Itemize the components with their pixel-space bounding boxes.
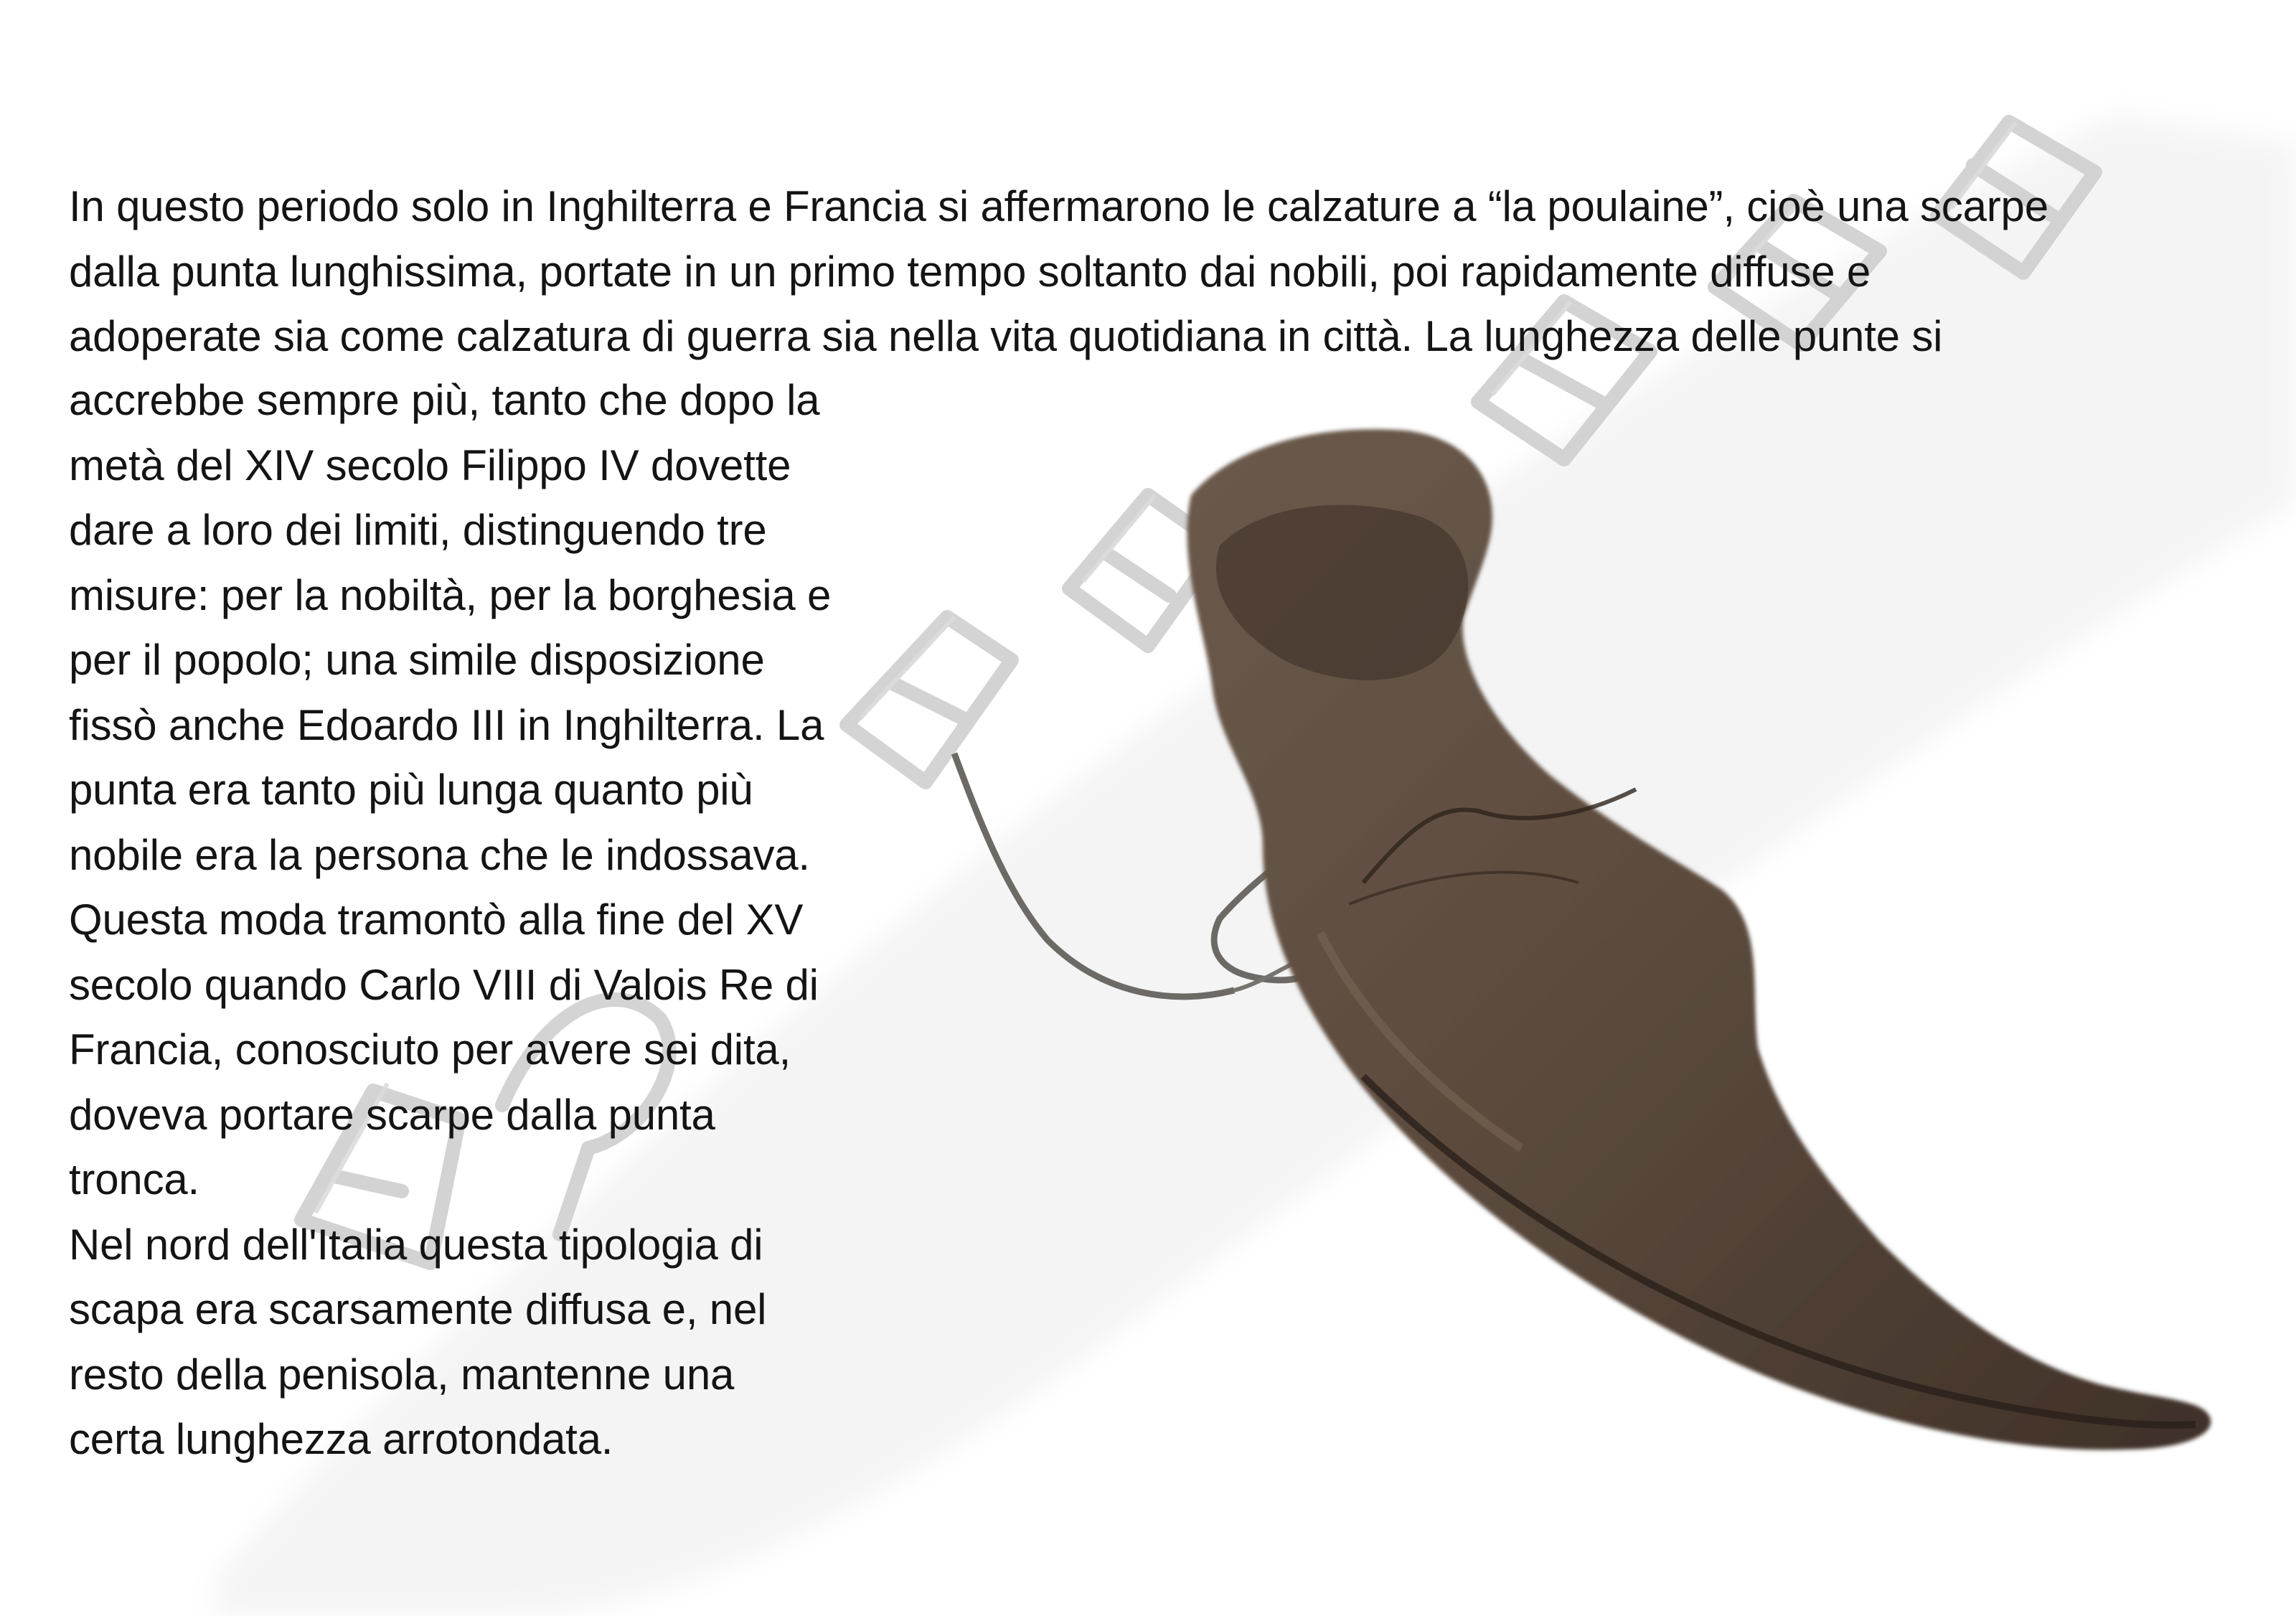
intro-paragraph	[69, 174, 2048, 370]
text-line: secolo quando Carlo VIII di Valois Re di	[69, 960, 819, 1009]
text-line: adoperate sia come calzatura di guerra sia nella vita quotidiana in città. La lunghezza delle punte si	[69, 312, 1943, 360]
text-line: per il popolo; una simile disposizione	[69, 636, 765, 684]
text-line: Questa moda tramontò alla fine del XV	[69, 896, 804, 944]
text-line: doveva portare scarpe dalla punta	[69, 1090, 715, 1139]
text-line: tronca.	[69, 1155, 200, 1203]
text-line: resto della penisola, mantenne una	[69, 1350, 735, 1399]
text-line: dalla punta lunghissima, portate in un primo tempo soltanto dai nobili, poi rapidamente diffuse e	[69, 247, 1871, 296]
text-line: dare a loro dei limiti, distinguendo tre	[69, 506, 767, 554]
text-line: fissò anche Edoardo III in Inghilterra. La	[69, 700, 824, 749]
text-line: misure: per la nobiltà, per la borghesia e	[69, 570, 832, 619]
text-line: metà del XIV secolo Filippo IV dovette	[69, 441, 791, 489]
text-line: punta era tanto più lunga quanto più	[69, 766, 753, 814]
text-line: scapa era scarsamente diffusa e, nel	[69, 1285, 767, 1333]
text-line: certa lunghezza arrotondata.	[69, 1415, 613, 1463]
body-paragraph-column	[69, 368, 831, 1472]
text-line: accrebbe sempre più, tanto che dopo la	[69, 376, 820, 424]
text-line: nobile era la persona che le indossava.	[69, 830, 810, 879]
text-line: Francia, conosciuto per avere sei dita,	[69, 1025, 791, 1074]
text-line: In questo periodo solo in Inghilterra e Francia si affermarono le calzature a “la poulaine”, cioè una scarpe	[69, 182, 2048, 230]
text-line: Nel nord dell'Italia questa tipologia di	[69, 1220, 763, 1269]
